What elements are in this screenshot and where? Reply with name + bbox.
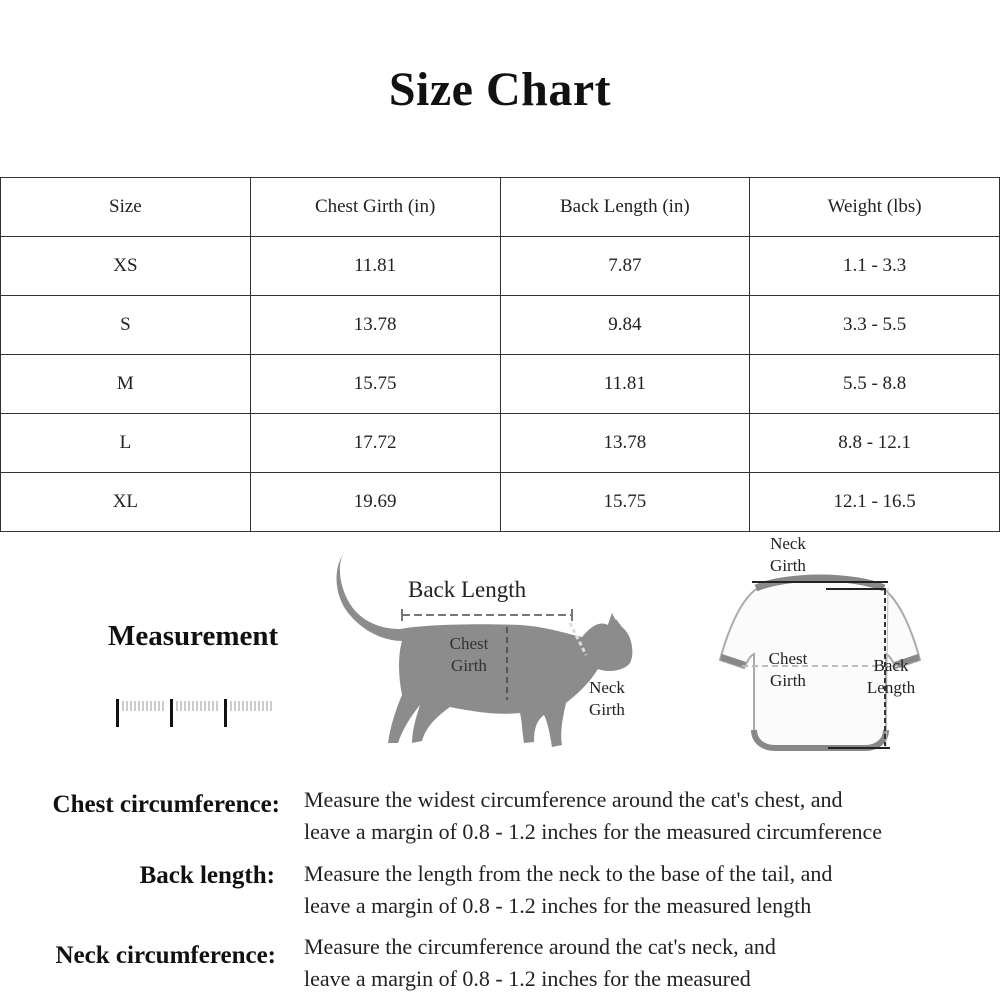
header-back-length: Back Length (in) [500,178,750,237]
cell-weight: 3.3 - 5.5 [750,296,1000,355]
cell-weight: 8.8 - 12.1 [750,414,1000,473]
size-table [0,177,1000,532]
chest-circumference-label: Chest circumference: [52,791,280,818]
cell-back-length: 15.75 [500,473,750,532]
label-line: Chest [768,649,808,668]
label-line: Neck [589,678,625,697]
text-line: Measure the length from the neck to the base of the tail, and [304,861,833,886]
table-row [1,355,1000,414]
label-line: Girth [770,556,806,575]
label-line: Chest [449,634,489,653]
neck-circumference-label: Neck circumference: [55,942,276,969]
shirt-neck-girth-label [760,533,816,577]
table-row [1,296,1000,355]
cell-weight: 1.1 - 3.3 [750,237,1000,296]
ruler-icon [113,693,278,733]
cell-weight: 5.5 - 8.8 [750,355,1000,414]
cell-size: L [1,414,251,473]
shirt-back-length-label [860,655,922,699]
text-line: Measure the circumference around the cat's neck, and [304,934,776,959]
cell-back-length: 11.81 [500,355,750,414]
table-row [1,473,1000,532]
table-row [1,237,1000,296]
cat-neck-girth-label [580,677,634,721]
cell-weight: 12.1 - 16.5 [750,473,1000,532]
cell-back-length: 13.78 [500,414,750,473]
cell-chest-girth: 19.69 [250,473,500,532]
cat-chest-girth-label [440,633,498,677]
cell-chest-girth: 17.72 [250,414,500,473]
text-line: leave a margin of 0.8 - 1.2 inches for the measured circumference [304,819,883,844]
table-row [1,414,1000,473]
cell-chest-girth: 13.78 [250,296,500,355]
cell-chest-girth: 15.75 [250,355,500,414]
measurement-heading: Measurement [108,620,279,652]
label-line: Neck [770,534,806,553]
shirt-chest-girth-label [760,648,816,692]
table-header-row [1,178,1000,237]
label-line: Girth [770,671,806,690]
page-title: Size Chart [388,63,612,116]
text-line: leave a margin of 0.8 - 1.2 inches for the measured [304,966,751,991]
text-line: Measure the widest circumference around the cat's chest, and [304,787,843,812]
chest-circumference-text [304,784,984,848]
shirt-icon [700,530,940,760]
header-chest-girth: Chest Girth (in) [250,178,500,237]
label-line: Back [873,656,909,675]
header-size: Size [1,178,251,237]
cell-chest-girth: 11.81 [250,237,500,296]
label-line: Girth [451,656,487,675]
back-length-instruction-label: Back length: [139,862,275,889]
header-weight: Weight (lbs) [750,178,1000,237]
cell-size: S [1,296,251,355]
cell-size: XS [1,237,251,296]
label-line: Length [866,678,916,697]
label-line: Girth [589,700,625,719]
back-length-text [304,858,984,922]
neck-circumference-text [304,931,984,995]
cell-size: XL [1,473,251,532]
cell-back-length: 7.87 [500,237,750,296]
back-length-label: Back Length [408,577,527,602]
text-line: leave a margin of 0.8 - 1.2 inches for the measured length [304,893,812,918]
cell-back-length: 9.84 [500,296,750,355]
cell-size: M [1,355,251,414]
